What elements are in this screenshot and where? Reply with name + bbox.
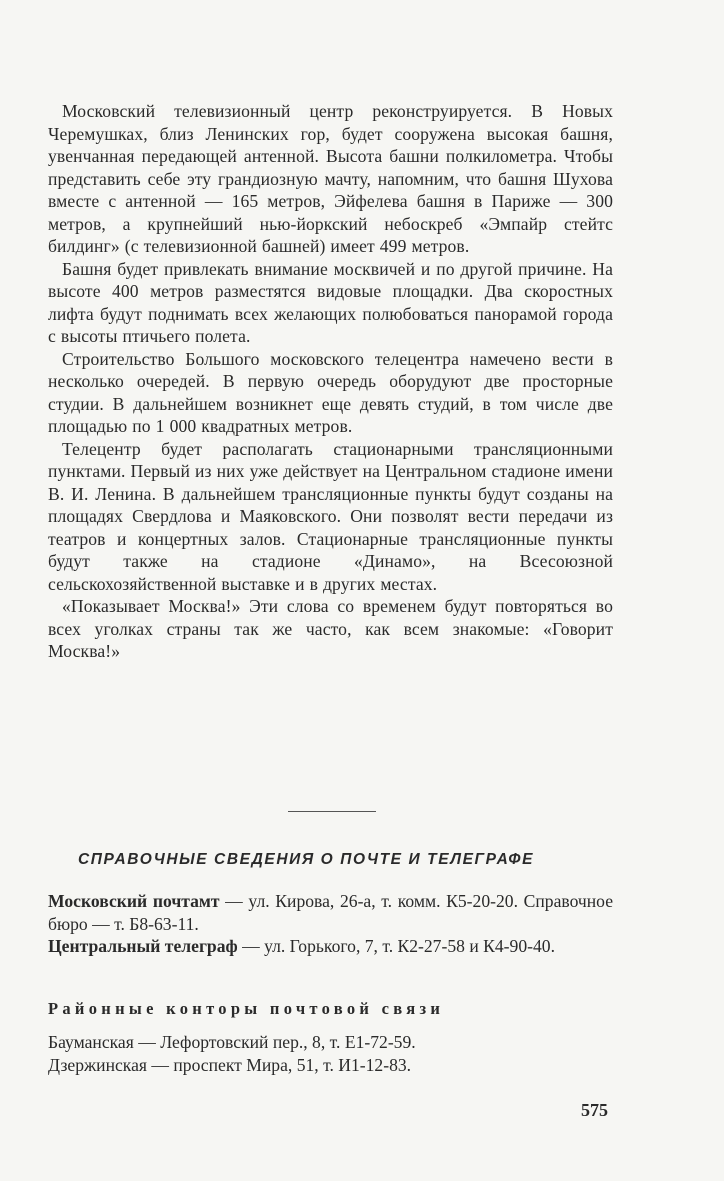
district-offices-list	[48, 1031, 613, 1076]
office-entry: Бауманская — Лефортовский пер., 8, т. Е1-72-59.	[48, 1032, 416, 1052]
paragraph-broadcast-points: Телецентр будет располагать стационарными трансляционными пунктами. Первый из них уже действует на Центральном стадионе имени В. И. Ленина. В дальнейшем трансляционные пункты будут созданы на площадях Свердлова и Маяковского. Они позволят вести передачи из театров и концертных залов. Стационарные трансляционные пункты будут также на стадионе «Динамо», на Всесоюзной сельскохозяйственной выставке и в других местах.	[48, 438, 613, 594]
paragraph-construction-stages: Строительство Большого московского телецентра намечено вести в несколько очередей. В первую очередь оборудуют две просторные студии. В дальнейшем возникнет еще девять студий, в том числе две площадью по 1 000 квадратных метров.	[48, 348, 613, 436]
reference-entry	[48, 890, 613, 935]
section-divider	[288, 811, 376, 812]
paragraph-tower-attraction: Башня будет привлекать внимание москвичей и по другой причине. На высоте 400 метров разместятся видовые площадки. Два скоростных лифта будут поднимать всех желающих полюбоваться панорамой города с высоты птичьего полета.	[48, 258, 613, 346]
section-title: СПРАВОЧНЫЕ СВЕДЕНИЯ О ПОЧТЕ И ТЕЛЕГРАФЕ	[78, 851, 535, 868]
paragraph-moscow-shows: «Показывает Москва!» Эти слова со временем будут повторяться во всех уголках страны так же часто, как всем знакомые: «Говорит Москва!»	[48, 596, 613, 661]
entry-name: Московский почтамт	[48, 891, 220, 911]
entry-details: — ул. Кирова, 26-а, т. комм. К5-20-20. Справочное бюро — т. Б8-63-11.	[48, 891, 614, 934]
office-entry: Дзержинская — проспект Мира, 51, т. И1-12-83.	[48, 1054, 412, 1075]
article-text	[48, 100, 613, 663]
entry-details: — ул. Горького, 7, т. К2-27-58 и К4-90-40.	[237, 936, 555, 956]
district-offices-heading: Районные конторы почтовой связи	[48, 999, 445, 1018]
entry-name: Центральный телеграф	[48, 936, 238, 956]
postal-reference	[48, 890, 613, 958]
reference-entry	[48, 935, 613, 958]
paragraph-tv-center: Московский телевизионный центр реконструируется. В Новых Черемушках, близ Ленинских гор, будет сооружена высокая башня, увенчанная передающей антенной. Высота башни полкилометра. Чтобы представить себе эту грандиозную мачту, напомним, что башня Шухова вместе с антенной — 165 метров, Эйфелева башня в Париже — 300 метров, а крупнейший нью-йоркский небоскреб «Эмпайр стейтс билдинг» (с телевизионной башней) имеет 499 метров.	[48, 101, 613, 256]
page-number: 575	[581, 1100, 608, 1120]
